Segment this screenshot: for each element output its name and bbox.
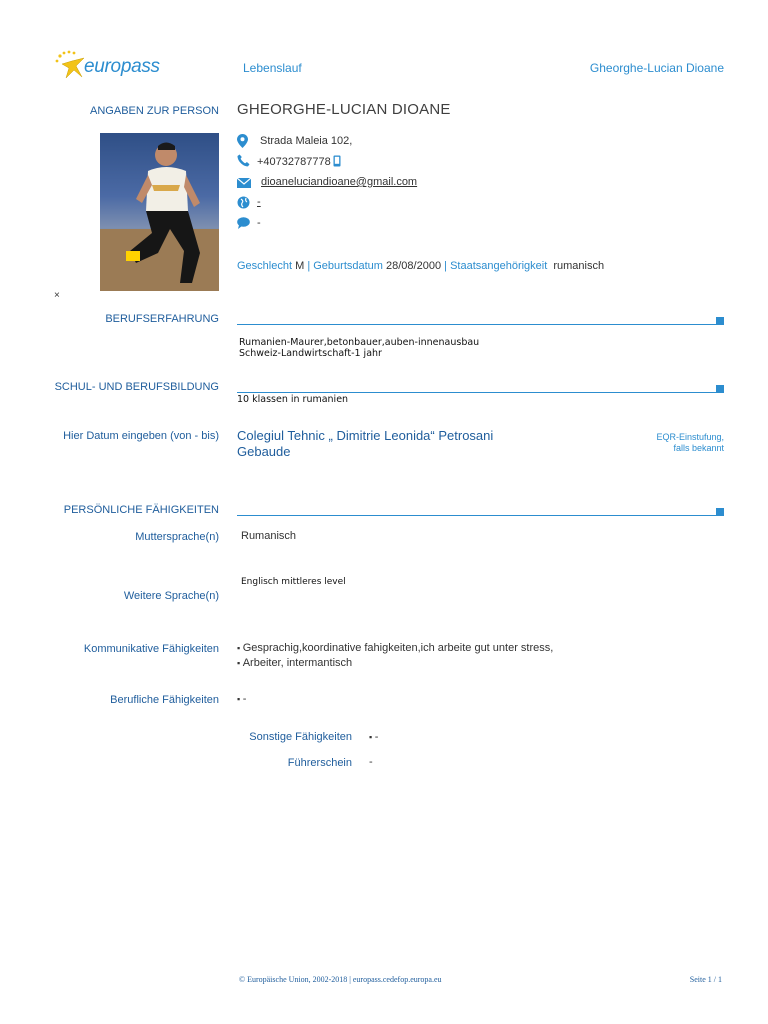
section-marker-education	[716, 385, 724, 393]
list-item: ▪ -	[369, 730, 378, 745]
section-label-personal: ANGABEN ZUR PERSON	[90, 105, 219, 117]
section-divider-experience	[237, 324, 717, 325]
mother-tongue-value: Rumanisch	[241, 530, 297, 542]
job-skills-list	[237, 692, 246, 707]
facts-separator: |	[444, 260, 447, 272]
website-link[interactable]: -	[257, 196, 261, 208]
phone-icon	[237, 154, 250, 167]
facts-separator: |	[307, 260, 311, 272]
email-link[interactable]: dioaneluciandioane@gmail.com	[261, 176, 418, 188]
other-languages-value: Englisch mittleres level	[241, 577, 346, 587]
birth-label: Geburtsdatum	[313, 260, 383, 272]
doc-type-title: Lebenslauf	[243, 61, 302, 75]
person-name: GHEORGHE-LUCIAN DIOANE	[237, 101, 451, 118]
phone-text: +40732787778	[257, 156, 331, 168]
section-divider-education	[237, 392, 717, 393]
communication-label: Kommunikative Fähigkeiten	[83, 643, 219, 655]
gender-value: M	[295, 260, 305, 272]
section-marker-experience	[716, 317, 724, 325]
eqr-level-label-2: falls bekannt	[673, 443, 724, 453]
section-label-education: SCHUL- UND BERUFSBILDUNG	[54, 381, 219, 393]
nationality-label: Staatsangehörigkeit	[450, 260, 548, 272]
section-divider-skills	[237, 515, 717, 516]
experience-line-2: Schweiz-Landwirtschaft-1 jahr	[239, 348, 382, 359]
education-note: 10 klassen in rumanien	[237, 394, 349, 405]
other-skills-label: Sonstige Fähigkeiten	[249, 731, 352, 743]
gender-label: Geschlecht	[237, 260, 293, 272]
other-skills-list	[369, 730, 378, 745]
school-name: Colegiul Tehnic „ Dimitrie Leonida“ Petrosani	[237, 428, 494, 443]
europass-logo-text: europass	[84, 56, 160, 77]
section-label-experience: BERUFSERFAHRUNG	[105, 313, 219, 325]
mobile-icon	[333, 155, 341, 167]
messenger-text: -	[257, 217, 261, 229]
footer-page-number: Seite 1 / 1	[689, 975, 722, 984]
location-pin-icon	[237, 134, 248, 148]
driving-license-value: -	[369, 756, 373, 768]
communication-list	[237, 641, 553, 671]
email-icon	[237, 178, 251, 188]
owner-name-header: Gheorghe-Lucian Dioane	[589, 61, 724, 75]
photo-person-figure	[100, 133, 219, 291]
section-label-skills: PERSÖNLICHE FÄHIGKEITEN	[63, 504, 219, 516]
experience-line-1: Rumanien-Maurer,betonbauer,auben-innenausbau	[239, 337, 480, 348]
list-item: ▪ Arbeiter, intermantisch	[237, 656, 553, 671]
stray-mark: ×	[54, 290, 60, 301]
education-date-label: Hier Datum eingeben (von - bis)	[63, 430, 219, 442]
europass-logo	[54, 50, 164, 84]
birth-value: 28/08/2000	[386, 260, 442, 272]
profile-photo	[100, 133, 219, 291]
mother-tongue-label: Muttersprache(n)	[135, 531, 219, 543]
footer-copyright: © Europäische Union, 2002-2018 | europass.cedefop.europa.eu	[239, 975, 442, 984]
section-marker-skills	[716, 508, 724, 516]
other-languages-label: Weitere Sprache(n)	[123, 590, 219, 602]
eqr-level-label-1: EQR-Einstufung,	[656, 432, 724, 442]
web-icon	[237, 196, 250, 209]
list-item: ▪ -	[237, 692, 246, 707]
address-text: Strada Maleia 102,	[260, 135, 353, 147]
school-building: Gebaude	[237, 444, 291, 459]
list-item: ▪ Gesprachig,koordinative fahigkeiten,ich arbeite gut unter stress,	[237, 641, 553, 656]
nationality-value: rumanisch	[553, 260, 605, 272]
personal-facts-line	[237, 260, 604, 272]
driving-license-label: Führerschein	[287, 757, 352, 769]
chat-icon	[237, 217, 250, 229]
job-skills-label: Berufliche Fähigkeiten	[110, 694, 219, 706]
